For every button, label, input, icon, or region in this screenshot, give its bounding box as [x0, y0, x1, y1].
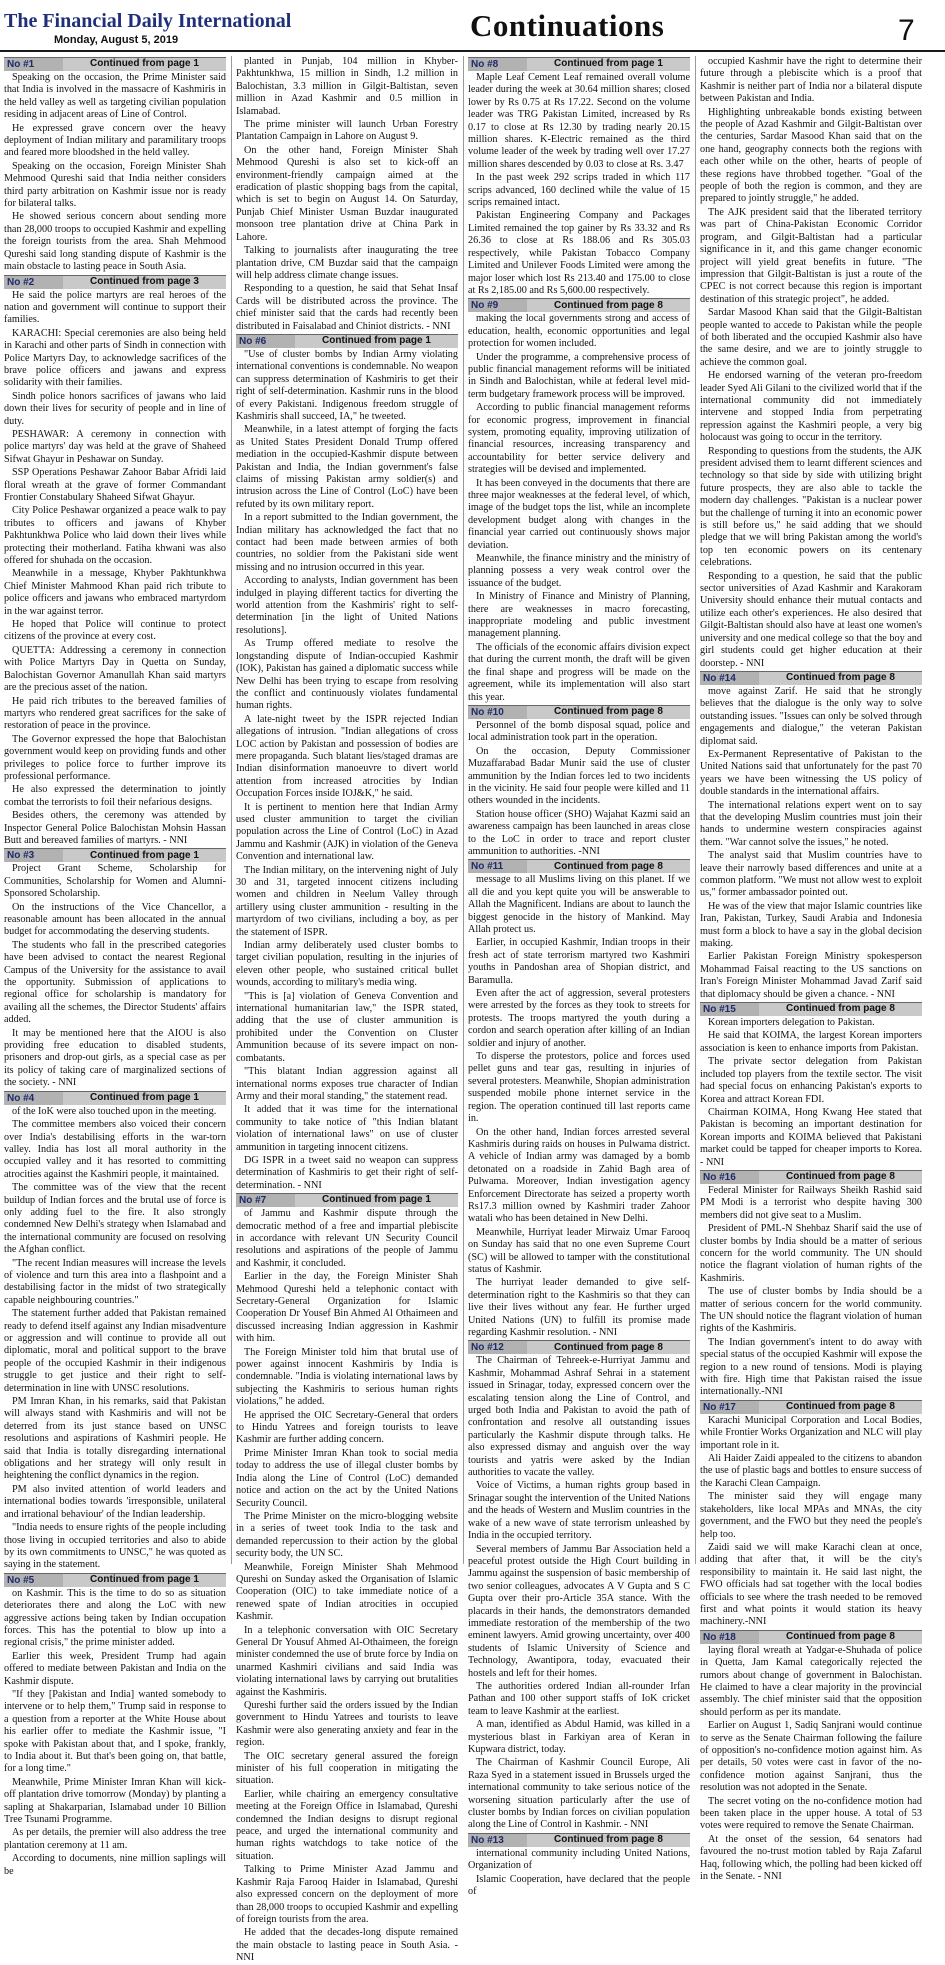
article-paragraph: PESHAWAR: A ceremony in connection with police martyrs' day was held at the grave of Shaheed Sifwat Ghayur in Peshawar on Sunday. — [4, 428, 226, 465]
article — [4, 275, 226, 848]
article-paragraph: At the onset of the session, 64 senators had favoured the no-trust motion tabled by Raja Zafarul Haq, following which, the polling had been kicked off in the Senate. - NNI — [700, 1833, 922, 1883]
article-paragraph: The private sector delegation from Pakistan included top players from the textile sector. The visit had special focus on enhancing Pakistan's exports to Korea and attract Korean FDI. — [700, 1056, 922, 1105]
continued-from-label: Continued from page 8 — [554, 1341, 663, 1353]
article-paragraph: Sardar Masood Khan said that the Gilgit-Baltistan people wanted to accede to Pakistan while the people of both liberated and the occupied Kashmir also have the same desire, and we are to jointly struggle to achieve the common goal. — [700, 307, 922, 368]
article-paragraph: On the instructions of the Vice Chancellor, a reasonable amount has been allocated in the annual budget for accommodating the deserving students. — [4, 901, 226, 938]
article-paragraph: Several members of Jammu Bar Association held a peaceful protest outside the High Court building in Jammu against the suspension of basic membership of two senior colleagues, advocates A V Gupta and S C Gupta over their pro-Article 35A stance. With the placards in their hands, the demonstrators demanded immediate restoration of the membership of the two eminent lawyers. Amid growing uncertainty, over 400 students of Islamic University of Science and Technology, Awantipora, today, evacuated their hostels and left for their homes. — [468, 1543, 690, 1679]
article — [468, 1340, 690, 1831]
continued-from-label: Continued from page 1 — [322, 335, 431, 347]
article-paragraph: Even after the act of aggression, several protesters were arrested by the forces as they took to streets for protests. The troops martyred the youth during a cordon and search operation after killing of an Indian soldier and injury of another. — [468, 988, 690, 1049]
continuation-header — [4, 275, 226, 289]
article — [468, 859, 690, 1339]
article-paragraph: Ex-Permanent Representative of Pakistan to the United Nations said that unfortunately for the past 70 years we have been witnessing the US policy of double standards in the international affairs. — [700, 748, 922, 798]
article-paragraph: Meanwhile, Prime Minister Imran Khan will kick-off plantation drive tomorrow (Monday) by planting a sapling at Shakarparian, Islamabad under 10 Billion Tree Tsunami Programme. — [4, 1776, 226, 1826]
article-paragraph: on Kashmir. This is the time to do so as situation deteriorates there and along the LoC with new aggressive actions being taken by Indian occupation forces. This has the potential to blow up into a regional crisis," the prime minister added. — [4, 1587, 226, 1649]
continuation-header — [700, 671, 922, 685]
article-paragraph: "This is [a] violation of Geneva Convention and international humanitarian law," the ISPR stated, adding that the use of cluster ammunition is prohibited under the Convention on Cluster Ammunition because of its severe impact on non-combatants. — [236, 990, 458, 1064]
article — [236, 56, 458, 333]
article-paragraph: The minister said they will engage many stakeholders, like local MPAs and MNAs, the city government, and the FWO but they need the people's help too. — [700, 1491, 922, 1540]
article-paragraph: PM also invited attention of world leaders and international bodies towards 'irresponsible, unilateral and irrational behaviour' of the Indian leadership. — [4, 1483, 226, 1520]
continued-from-label: Continued from page 1 — [90, 1574, 199, 1586]
article-paragraph: message to all Muslims living on this planet. If we all die and you kept quite you will be answerable to Allah the Magnificent. Indians are about to launch the biggest genocide in the history of Mankind. May Allah protect us. — [468, 874, 690, 935]
continued-from-label: Continued from page 1 — [90, 58, 199, 70]
article-paragraph: Earlier on August 1, Sadiq Sanjrani would continue to serve as the Senate Chairman following the failure of opposition's no-confidence motion against him. As per details, 50 votes were cast in favor of the no-confidence motion against Sanjrani, thus the resolution was not adopted in the Senate. — [700, 1720, 922, 1794]
article-paragraph: The officials of the economic affairs division expect that during the current month, the draft will be given the final shape and progress will be made on the agreement, while its implementation will also start this year. — [468, 641, 690, 703]
continued-from-label: Continued from page 8 — [554, 299, 663, 311]
article-paragraph: DG ISPR in a tweet said no weapon can suppress determination of Kashmiris to get their right of self-determination. - NNI — [236, 1154, 458, 1191]
article-paragraph: Earlier, in occupied Kashmir, Indian troops in their fresh act of state terrorism martyred two Kashmiri youths in Pandoshan area of Shopian district, and Baramulla. — [468, 937, 690, 986]
article-number: No #11 — [468, 860, 527, 873]
article-paragraph: QUETTA: Addressing a ceremony in connection with Police Martyrs Day in Quetta on Sunday, Balochistan Governor Amanullah Khan said martyrs are the precious asset of the nation. — [4, 644, 226, 694]
article-paragraph: making the local governments strong and access of education, health, economic opportunities and legal protection for women included. — [468, 313, 690, 350]
continuation-header — [700, 1400, 922, 1414]
article-paragraph: Earlier in the day, the Foreign Minister Shah Mehmood Qureshi held a telephonic contact with Secretary-General Organization for Islamic Cooperation Dr Yousef Bin Ahmed Al Othaimeen and discussed increasing Indian aggression in Kashmir with him. — [236, 1271, 458, 1345]
article-paragraph: Personnel of the bomb disposal squad, police and local administration took part in the operation. — [468, 719, 690, 744]
article-paragraph: The use of cluster bombs by India should be a matter of serious concern for the world community. The UN should notice the flagrant violation of human rights of the Kashmiris. — [700, 1286, 922, 1335]
article-paragraph: Meanwhile in a message, Khyber Pakhtunkhwa Chief Minister Mahmood Khan paid rich tribute to police officers and jawans who embraced martyrdom in the war against terror. — [4, 568, 226, 617]
continued-from-label: Continued from page 1 — [90, 849, 199, 861]
article-paragraph: Voice of Victims, a human rights group based in Srinagar sought the intervention of the United Nations and the heads of Western and Muslim countries in the wake of a new wave of state terrorism unleashed by India in the occupied territory. — [468, 1480, 690, 1542]
column-divider — [231, 56, 232, 1564]
article-number: No #9 — [468, 299, 527, 312]
continued-from-label: Continued from page 8 — [554, 706, 663, 718]
article — [4, 1091, 226, 1572]
article-paragraph: He endorsed warning of the veteran pro-freedom leader Syed Ali Gilani to the civilized world that if the international community did not immediately intervene and stopped India from perpetrating repression against the Kashmiri people, a very big holocaust was going to occur in the territory. — [700, 370, 922, 444]
article — [4, 848, 226, 1089]
article-paragraph: The statement further added that Pakistan remained ready to defend itself against any Indian misadventure or aggression and will continue to provide all out diplomatic, moral and political support to the brave people of the occupied Kashmir in their indigenous struggle to get justice and their right to self-determination in line with UNSC resolutions. — [4, 1308, 226, 1394]
article-paragraph: The secret voting on the no-confidence motion had been taken place in the upper house. A total of 53 votes were required to remove the Senate Chairman. — [700, 1795, 922, 1832]
article — [236, 1193, 458, 1964]
article-paragraph: Meanwhile, the finance ministry and the ministry of planning possess a very weak control over the issuance of the budget. — [468, 553, 690, 589]
article-number: No #15 — [700, 1003, 759, 1016]
column-divider — [463, 56, 464, 1564]
continued-from-label: Continued from page 1 — [322, 1194, 431, 1206]
article-number: No #13 — [468, 1834, 527, 1847]
article-paragraph: To disperse the protestors, police and forces used pellet guns and tear gas, resulting in injuries of several protesters. Meanwhile, Shopian administration suspended mobile phone internet service in the region. The operation continued till last reports came in. — [468, 1051, 690, 1125]
article — [4, 1573, 226, 1878]
article-paragraph: The students who fall in the prescribed categories have been advised to contact the nearest Regional Campus of the University for the assistance to avail the opportunity. Submission of applications to regional office for scholarship is mandatory for availing all the schemes, the Director Students' affairs added. — [4, 939, 226, 1026]
article-paragraph: According to public financial management reforms for economic progress, improvement in financial system, promoting equality, improving utilization of financial resources, increasing transparency and accountability for better service delivery and strategies will be devised and implemented. — [468, 402, 690, 476]
article-paragraph: Responding to a question, he said that Sehat Insaf Cards will be distributed across the province. The chief minister said that the cards had recently been distributed in Faisalabad and Chiniot districts. - NNI — [236, 283, 458, 332]
article-paragraph: Meanwhile, in a latest attempt of forging the facts as United States President Donald Trump offered mediation in the occupied-Kashmir dispute between Pakistan and India, the Indian government's false claims of missing Pakistan army soldier(s) and intrusion across the Line of Control (LoC) have been refuted by its own military report. — [236, 424, 458, 510]
article-paragraph: Sindh police honors sacrifices of jawans who laid down their lives for security of people and in line of duty. — [4, 390, 226, 427]
article-paragraph: Indian army deliberately used cluster bombs to target civilian population, resulting in the injuries of eleven other people, who sustained critical bullet wounds, according to military's media wing. — [236, 940, 458, 989]
article — [700, 56, 922, 670]
continuation-header — [4, 848, 226, 862]
article-paragraph: It may be mentioned here that the AIOU is also providing free education to disabled students, prisoners and drop-out girls, as a special case as per its policy of taking care of marginalized sections of the society. - NNI — [4, 1027, 226, 1089]
continued-from-label: Continued from page 1 — [90, 1091, 199, 1103]
article-paragraph: Qureshi further said the orders issued by the Indian government to Hindu Yatrees and tourists to leave Kashmir were also generating anxiety and fear in the region. — [236, 1700, 458, 1749]
continued-from-label: Continued from page 8 — [554, 1834, 663, 1846]
article — [700, 671, 922, 1001]
article-paragraph: President of PML-N Shehbaz Sharif said the use of cluster bombs by India should be a matter of serious concern for the world community. The UN should notice the flagrant violation of human rights of the Kashmiris. — [700, 1223, 922, 1284]
article-paragraph: occupied Kashmir have the right to determine their future through a plebiscite which is a proof that Kashmir is neither part of India nor a bilateral dispute between Pakistan and India. — [700, 56, 922, 105]
article-paragraph: laying floral wreath at Yadgar-e-Shuhada of police in Quetta, Jam Kamal categorically rejected the rumors about change of government in Balochistan. He claimed to have a clear majority in the provincial assembly. The chief minister said that the opposition should perform as per its mandate. — [700, 1644, 922, 1718]
article-paragraph: He expressed grave concern over the heavy deployment of Indian military and paramilitary troops and feared more bloodshed in the held valley. — [4, 122, 226, 159]
article-paragraph: It is pertinent to mention here that Indian Army used cluster ammunition to target the civilian population across the Line of Control (LoC) in Azad Jammu and Kashmir (AJK) in violation of the Geneva Convention and international law. — [236, 801, 458, 863]
article-paragraph: The Indian military, on the intervening night of July 30 and 31, targeted innocent citizens including women and children in Neelum Valley through artillery using cluster ammunition - resulting in the martyrdom of two civilians, including a boy, as per the statement of ISPR. — [236, 864, 458, 938]
article-paragraph: Station house officer (SHO) Wajahat Kazmi said an awareness campaign has been launched in areas close to the LoC in order to trace and report cluster ammunition to authorities. -NNI — [468, 808, 690, 857]
article-paragraph: Responding to questions from the students, the AJK president advised them to learnt different sciences and technology so that side by side with utilizing bright future prospects, they are also able to tackle the modern day challenges. "Pakistan is a nuclear power but the challenge of turning it into an economic power is still before us," he said adding that we should pledge that we will bring Pakistan among the world's top ten economic powers on its centenary celebrations. — [700, 445, 922, 569]
article-paragraph: He said the police martyrs are real heroes of the nation and government will continue to support their families. — [4, 289, 226, 326]
issue-date: Monday, August 5, 2019 — [54, 34, 179, 46]
article-paragraph: In Ministry of Finance and Ministry of Planning, there are weaknesses in macro forecasting, inappropriate modeling and public investment management planning. — [468, 591, 690, 640]
article-paragraph: The Indian government's intent to do away with special status of the occupied Kashmir will expose the region to a new round of tensions. Modi is playing with fire. High time that Pakistan raised the issue internationally.-NNI — [700, 1336, 922, 1398]
article-paragraph: Korean importers delegation to Pakistan. — [708, 1017, 875, 1029]
article-paragraph: The Foreign Minister told him that brutal use of power against innocent Kashmiris by India is condemnable. "India is violating international laws by subjecting the Kashmiris to serious human rights violations," he added. — [236, 1346, 458, 1408]
article-paragraph: Karachi Municipal Corporation and Local Bodies, while Frontier Works Organization and NLC will play important role in it. — [700, 1414, 922, 1451]
article-number: No #8 — [468, 58, 527, 71]
continued-from-label: Continued from page 8 — [786, 1003, 895, 1015]
article-paragraph: The Chairman of Kashmir Council Europe, Ali Raza Syed in a statement issued in Brussels urged the international community to take serious notice of the worsening situation particularly after the use of cluster bombs by Indian forces on civilian population along the Line of Control in Kashmir. - NNI — [468, 1757, 690, 1831]
article-paragraph: Speaking on the occasion, Foreign Minister Shah Mehmood Qureshi said that India neither considers third party arbitration on Kashmir issue nor is ready for bilateral talks. — [4, 160, 226, 210]
continuation-header — [700, 1002, 922, 1016]
article-number: No #2 — [4, 276, 63, 289]
article-number: No #3 — [4, 849, 63, 862]
article-paragraph: He showed serious concern about sending more than 28,000 troops to occupied Kashmir and expelling the foreign tourists from the area. Shah Mehmood Qureshi said long standing dispute of Kashmir is the main obstacle to lasting peace in South Asia. — [4, 211, 226, 273]
article-paragraph: He apprised the OIC Secretary-General that orders to Hindu Yatrees and foreign tourists to leave Kashmir are further adding concern. — [236, 1409, 458, 1446]
article-paragraph: Besides others, the ceremony was attended by Inspector General Police Balochistan Mohsin Hassan Butt and bereaved families of martyrs. - NNI — [4, 810, 226, 846]
article-paragraph: Islamic Cooperation, have declared that the people of — [468, 1873, 690, 1898]
continuation-header — [4, 57, 226, 71]
article-paragraph: KARACHI: Special ceremonies are also being held in Karachi and other parts of Sindh in connection with Police Martyrs Day, to acknowledge sacrifices of the brave police officers and jawans and express solidarity with their families. — [4, 327, 226, 389]
article-number: No #16 — [700, 1171, 759, 1184]
article-paragraph: As Trump offered mediate to resolve the longstanding dispute of Indian-occupied Kashmir (IOK), Pakistan has gained a diplomatic success while New Delhi has been trying to escape from resolving the conflict and continuously violates fundamental human rights. — [236, 638, 458, 712]
continuation-header — [236, 1193, 458, 1207]
article-paragraph: The committee was of the view that the recent buildup of Indian forces and the brutal use of force is only adding fuel to the fire. It also strongly condemned New Delhi's strategy when Islamabad and the international community are focused on resolving the Afghan conflict. — [4, 1182, 226, 1256]
continuation-header — [468, 705, 690, 719]
article-number: No #18 — [700, 1631, 759, 1644]
article — [468, 57, 690, 297]
article-paragraph: Earlier Pakistan Foreign Ministry spokesperson Mohammad Faisal reacting to the US sanctions on Iran's Foreign Minister Mohammad Javad Zarif said that diplomacy should be given a chance. - NNI — [700, 951, 922, 1000]
article-paragraph: "If they [Pakistan and India] wanted somebody to intervene or to help them," Trump said in response to a question from a reporter at the White House about his earlier offer to mediate the Kashmir issue, "I spoke with Pakistan about that, and I spoke, frankly, to India about it. But that's been going on, that battle, for a long time." — [4, 1688, 226, 1775]
article-paragraph: A man, identified as Abdul Hamid, was killed in a mysterious blast in Farkiyan area of Keran in Kupwara district, today. — [468, 1719, 690, 1755]
article-number: No #12 — [468, 1341, 527, 1354]
article-paragraph: On the other hand, Foreign Minister Shah Mehmood Qureshi is also set to kick-off an environment-friendly campaign aimed at the eradication of plastic shopping bags from the capital, which is set to begin on August 14. On Saturday, Punjab Chief Minister Usman Buzdar inaugurated monsoon tree plantation drive at China Park in Lahore. — [236, 144, 458, 243]
article-paragraph: On the occasion, Deputy Commissioner Muzaffarabad Badar Munir said the use of cluster ammunition by the Indian forces led to two incidents in the vicinity. He said four people were killed and 11 others wounded in the incidents. — [468, 745, 690, 807]
continued-from-label: Continued from page 3 — [90, 275, 199, 287]
continued-from-label: Continued from page 8 — [786, 1171, 895, 1183]
article — [236, 334, 458, 1192]
article-paragraph: It has been conveyed in the documents that there are three major weaknesses at the federal level, of which, image of the budget tops the list, while an incomplete development budget along with changes in the financial year carried out continuously shows major deviation. — [468, 477, 690, 551]
continuation-header — [4, 1091, 226, 1105]
article-paragraph: Earlier, while chairing an emergency consultative meeting at the Foreign Office in Islamabad, Qureshi condemned the Indian designs to disrupt regional peace, and urged the international community and human rights watchdogs to take notice of the situation. — [236, 1788, 458, 1862]
article-paragraph: The committee members also voiced their concern over India's destabilising efforts in the war-torn valley. India has lost all moral authority in the occupied valley and it has resorted to committing atrocities against the Kashmiri people, it maintained. — [4, 1119, 226, 1180]
article-paragraph: "The recent Indian measures will increase the levels of violence and turn this area into a flashpoint and a destabilising factor in the midst of two strategically capable neighbouring countries." — [4, 1257, 226, 1306]
article-paragraph: The OIC secretary general assured the foreign minister of his full cooperation in mitigating the situation. — [236, 1750, 458, 1787]
article — [468, 1833, 690, 1899]
continuation-header — [468, 298, 690, 312]
article-paragraph: Chairman KOIMA, Hong Kwang Hee stated that Pakistan is becoming an important destination for Korean imports and KOIMA believed that Pakistani market could be tapped for cheaper imports to Korea. - NNI — [700, 1106, 922, 1168]
article-paragraph: "India needs to ensure rights of the people including those living in occupied territories and also to abide by its own commitments to UNSC," he was quoted as saying in the statement. — [4, 1522, 226, 1571]
article-number: No #6 — [236, 335, 295, 348]
article-paragraph: Ali Haider Zaidi appealed to the citizens to abandon the use of plastic bags and bottles to ensure success of the Karachi Clean Campaign. — [700, 1453, 922, 1489]
article-paragraph: According to analysts, Indian government has been indulged in playing different tactics for diverting the world attention from the Kashmiris' right to self-determination [in the light of United Nations resolutions]. — [236, 575, 458, 636]
article-paragraph: It added that it was time for the international community to take notice of "this Indian blatant violation of international laws" on use of cluster ammunition in targeting innocent citizens. — [236, 1104, 458, 1153]
article-paragraph: In a telephonic conversation with OIC Secretary General Dr Yousuf Ahmed Al-Othaimeen, the foreign minister condemned the use of brute force by India on unarmed Kashmiri civilians and said India was violating international laws by carrying out brutalities against the Kashmiris. — [236, 1624, 458, 1698]
article-paragraph: Talking to Prime Minister Azad Jammu and Kashmir Raja Farooq Haider in Islamabad, Qureshi also expressed concern on the deployment of more than 28,000 troops to occupied Kashmir and expelling of foreign tourists from the area. — [236, 1864, 458, 1925]
article-paragraph: He was of the view that major Islamic countries like Iran, Pakistan, Turkey, Saudi Arabia and Indonesia must form a block to have a say in the global decision making. — [700, 900, 922, 950]
article-paragraph: The hurriyat leader demanded to give self-determination right to the Kashmiris so that they can live their lives without any fear. He further urged United Nations (UN) to fulfill its promise made regarding Kashmir resolution. - NNI — [468, 1277, 690, 1338]
article-paragraph: He paid rich tributes to the bereaved families of martyrs who rendered great sacrifices for the sake of restoration of peace in the province. — [4, 695, 226, 732]
article-number: No #14 — [700, 672, 759, 685]
article-paragraph: On the other hand, Indian forces arrested several Kashmiris during raids on houses in Pulwama district. A vehicle of Indian army was damaged by a bomb detonated on a roadside in Zahid Bagh area of Pulwama. Moreover, Indian investigation agency Enforcement Directorate has seized a property worth Rs17.3 million owned by Kashmiri trader Zahoor watali who has been detained in New Delhi. — [468, 1126, 690, 1225]
article-paragraph: He also expressed the determination to jointly combat the terrorists to foil their nefarious designs. — [4, 784, 226, 808]
article-paragraph: "Use of cluster bombs by Indian Army violating international conventions is condemnable. No weapon can suppress determination of Kashmiris to get their right of self-determination. Kashmir runs in the blood of every Pakistani. Indigenous freedom struggle of Kashmiris shall succeed, IA," he tweeted. — [236, 348, 458, 422]
article-paragraph: "This blatant Indian aggression against all international norms exposes true character of Indian Army and their moral standing," the statement read. — [236, 1066, 458, 1102]
article-paragraph: The prime minister will launch Urban Forestry Plantation Campaign in Lahore on August 9. — [236, 119, 458, 143]
article-paragraph: The Chairman of Tehreek-e-Hurriyat Jammu and Kashmir, Mohammad Ashraf Sehrai in a statement issued in Srinagar, today, expressed concern over the escalating tension along the Line of Control, and urged both India and Pakistan to avoid the path of confrontation and resolve all outstanding issues particularly the Kashmir dispute through talks. He also expressed dismay and anguish over the way tourists and yatris were asked by the Indian authorities to vacate the valley. — [468, 1355, 690, 1479]
article-number: No #1 — [4, 58, 63, 71]
article-number: No #7 — [236, 1194, 295, 1207]
article-paragraph: Project Grant Scheme, Scholarship for Communities, Scholarship for Women and Alumni-Sponsored Scholarship. — [4, 863, 226, 900]
column-3 — [468, 56, 690, 1898]
continuation-header — [468, 1340, 690, 1354]
continuation-header — [468, 1833, 690, 1847]
article-paragraph: Responding to a question, he said that the public sector universities of Azad Kashmir and Karakoram University should enhance their mutual contacts and utilize each other's experiences. He also desired that Gilgit-Baltistan should also have at least one women's university and one medical college so that the boy and girl students could get higher education at their doorstep. - NNI — [700, 570, 922, 669]
article-paragraph: The AJK president said that the liberated territory was part of China-Pakistan Economic Corridor program, and Gilgit-Baltistan had a particular significance in it, and this game changer economic project will yield great benefits in future. "The impression that Gilgit-Baltistan is just a route of the CPEC is not correct because this region is important destination of this strategic project", he added. — [700, 206, 922, 305]
article-paragraph: Speaking on the occasion, the Prime Minister said that India is involved in the massacre of Kashmiris in the held valley as well as targeting civilian population residing in adjacent areas of Line of Control. — [4, 72, 226, 121]
article-paragraph: The international relations expert went on to say that the developing Muslim countries must join their hands to undermine western conspiracies against them. "War cannot solve the issues," he noted. — [700, 799, 922, 848]
article-number: No #10 — [468, 706, 527, 719]
article-paragraph: A late-night tweet by the ISPR rejected Indian allegations of intrusion. "Indian allegations of cross LOC action by Pakistan and possession of bodies are mere propaganda. Such blatant lies/staged dramas are Indian disinformation manoeuvre to divert world attention from increased atrocities by Indian Occupation Forces inside IOJ&K," he said. — [236, 713, 458, 800]
article-paragraph: According to documents, nine million saplings will be — [4, 1853, 226, 1877]
paper-name: The Financial Daily International — [4, 10, 292, 32]
masthead — [0, 0, 945, 52]
column-divider — [695, 56, 696, 1564]
article-paragraph: City Police Peshawar organized a peace walk to pay tributes to officers and jawans of Khyber Pakhtunkhwa Police who laid down their lives while protecting their motherland. Fatiha khwani was also offered for shuhada on the occasion. — [4, 505, 226, 567]
continued-from-label: Continued from page 8 — [554, 860, 663, 872]
article-paragraph: Maple Leaf Cement Leaf remained overall volume leader during the week at 30.64 million shares; closed lower by Rs 0.75 at Rs 17.22. Second on the volume leader was TRG Pakistan Limited, increased by Rs 0.17 to close at Rs 12.30 by trading nearly 20.15 million shares. K-Electric remained as the third volume leader of the week by trading well over 17.27 million shares descended by 0.03 to close at Rs. 3.47 — [468, 72, 690, 170]
article-paragraph: He hoped that Police will continue to protect citizens of the province at every cost. — [4, 619, 226, 643]
article-paragraph: In a report submitted to the Indian government, the Indian military has acknowledged the fact that no contact had been made between armies of both countries, no soldier from the Pakistani side went missing and no intrusion occurred in this year. — [236, 512, 458, 573]
article-paragraph: Pakistan Engineering Company and Packages Limited remained the top gainer by Rs 33.32 and Rs 26.36 to close at Rs 188.06 and Rs 305.03 respectively, while Pakistan Tobacco Company Limited and Unilever Foods Limited were among the major loser which lost Rs 213.40 and 175.00 to close at Rs 2,185.00 and Rs 5,600.00 respectively. — [468, 210, 690, 296]
article-paragraph: PM Imran Khan, in his remarks, said that Pakistan will always stand with Kashmiris and will not be deterred from its just stance based on UNSC resolutions and aspirations of Kashmiri people. He said that India is totally disregarding international obligations and her strategy will only result in heightening the conflict dynamics in the region. — [4, 1396, 226, 1482]
article-number: No #4 — [4, 1092, 63, 1105]
article — [700, 1170, 922, 1399]
article-paragraph: international community including United Nations, Organization of — [468, 1847, 690, 1872]
continued-from-label: Continued from page 8 — [786, 1401, 895, 1413]
continuation-header — [236, 334, 458, 348]
section-title: Continuations — [470, 8, 665, 43]
article — [700, 1400, 922, 1629]
article — [4, 57, 226, 274]
continuation-header — [468, 859, 690, 873]
article-paragraph: Prime Minister Imran Khan took to social media today to address the use of illegal cluster bombs by India along the Line of Control (LoC) demanded notice and action on the act by the United Nations Security Council. — [236, 1447, 458, 1509]
article-paragraph: Under the programme, a comprehensive process of public financial management reforms will be initiated in Sindh and Balochistan, while at federal level mid-term budgetary framework process will be improved. — [468, 351, 690, 400]
article-paragraph: Highlighting unbreakable bonds existing between the people of Azad Kashmir and Gilgit-Baltistan over the centuries, Sardar Masood Khan said that on the one hand, geography connects both the regions with each other while on the other, hearts of people of these regions have throbbed together. "Goal of the people of both the region is common, and they are prepared to jointly struggle," he added. — [700, 106, 922, 205]
article-paragraph: In the past week 292 scrips traded in which 117 scrips advanced, 160 declined while the value of 15 scrips remained intact. — [468, 172, 690, 209]
column-2 — [236, 56, 458, 1964]
column-1 — [4, 56, 226, 1877]
continuation-header — [4, 1573, 226, 1587]
article — [700, 1630, 922, 1884]
continued-from-label: Continued from page 8 — [786, 672, 895, 684]
article-paragraph: planted in Punjab, 104 million in Khyber-Pakhtunkhwa, 15 million in Sindh, 1.2 million in Balochistan, 3.3 million in Gilgit-Baltistan, seven million in Azad Kashmir and 0.5 million in Islamabad. — [236, 56, 458, 117]
article-paragraph: Meanwhile, Foreign Minister Shah Mehmood Qureshi on Sunday asked the Organisation of Islamic Cooperation (OIC) to take immediate notice of a renewed spate of Indian atrocities in occupied Kashmir. — [236, 1561, 458, 1623]
continuation-header — [700, 1170, 922, 1184]
article-paragraph: Earlier this week, President Trump had again offered to mediate between Pakistan and India on the Kashmir dispute. — [4, 1650, 226, 1687]
article-number: No #17 — [700, 1401, 759, 1414]
article-paragraph: He added that the decades-long dispute remained the main obstacle to lasting peace in South Asia. - NNI — [236, 1927, 458, 1964]
article-paragraph: of Jammu and Kashmir dispute through the democratic method of a free and impartial plebiscite in accordance with relevant UN Security Council resolutions and aspirations of the people of Jammu and Kashmir, it concluded. — [236, 1208, 458, 1269]
continuation-header — [468, 57, 690, 71]
article — [468, 705, 690, 858]
article-paragraph: The analyst said that Muslim countries have to leave their narrowly based differences and unite at a common platform. "We must not allow west to exploit us," former ambassador pointed out. — [700, 850, 922, 899]
article-paragraph: Talking to journalists after inaugurating the tree plantation drive, CM Buzdar said that the campaign will help address climate change issues. — [236, 245, 458, 281]
continued-from-label: Continued from page 1 — [554, 58, 663, 70]
article-paragraph: The authorities ordered Indian all-rounder Irfan Pathan and 100 other support staffs of IoK cricket team to leave Kashmir at the earliest. — [468, 1680, 690, 1717]
continuation-header — [700, 1630, 922, 1644]
article-paragraph: The Governor expressed the hope that Balochistan government would keep on providing funds and other privileges to police force to further improve its professional performance. — [4, 733, 226, 782]
column-4 — [700, 56, 922, 1883]
article — [468, 298, 690, 704]
article-paragraph: Meanwhile, Hurriyat leader Mirwaiz Umar Farooq on Sunday has said that no one even Supreme Court (SC) will be allowed to tamper with the constitutional status of Kashmir. — [468, 1226, 690, 1275]
article-paragraph: He said that KOIMA, the largest Korean importers association is keen to enhance imports from Pakistan. — [700, 1030, 922, 1054]
article-paragraph: Federal Minister for Railways Sheikh Rashid said PM Modi is a terrorist who despite having 300 members did not give seat to a Muslim. — [700, 1184, 922, 1221]
article-paragraph: As per details, the premier will also address the tree plantation ceremony at 11 am. — [4, 1827, 226, 1851]
article-paragraph: SSP Operations Peshawar Zahoor Babar Afridi laid floral wreath at the grave of former Commandant Frontier Constabulary Shaheed Sifwat Ghayur. — [4, 467, 226, 503]
article-paragraph: The Prime Minister on the micro-blogging website in a series of tweet took India to the task and demanded repercussion to their action by the global security body, the UN SC. — [236, 1510, 458, 1560]
article-paragraph: of the IoK were also touched upon in the meeting. — [12, 1105, 217, 1117]
article-paragraph: move against Zarif. He said that he strongly believes that the dialogue is the only way to solve outstanding issues. "Issues can only be solved through engagements and dialogue," the veteran Pakistan diplomat said. — [700, 685, 922, 747]
article-paragraph: Zaidi said we will make Karachi clean at once, adding that after that, it will be the city's responsibility to maintain it. He said last night, the FWO officials had sat together with the local bodies officials to see where the trash needed to be removed first and what points it would station its heavy machinery.-NNI — [700, 1541, 922, 1628]
article — [700, 1002, 922, 1169]
continued-from-label: Continued from page 8 — [786, 1631, 895, 1643]
page-number: 7 — [898, 14, 915, 47]
article-number: No #5 — [4, 1574, 63, 1587]
